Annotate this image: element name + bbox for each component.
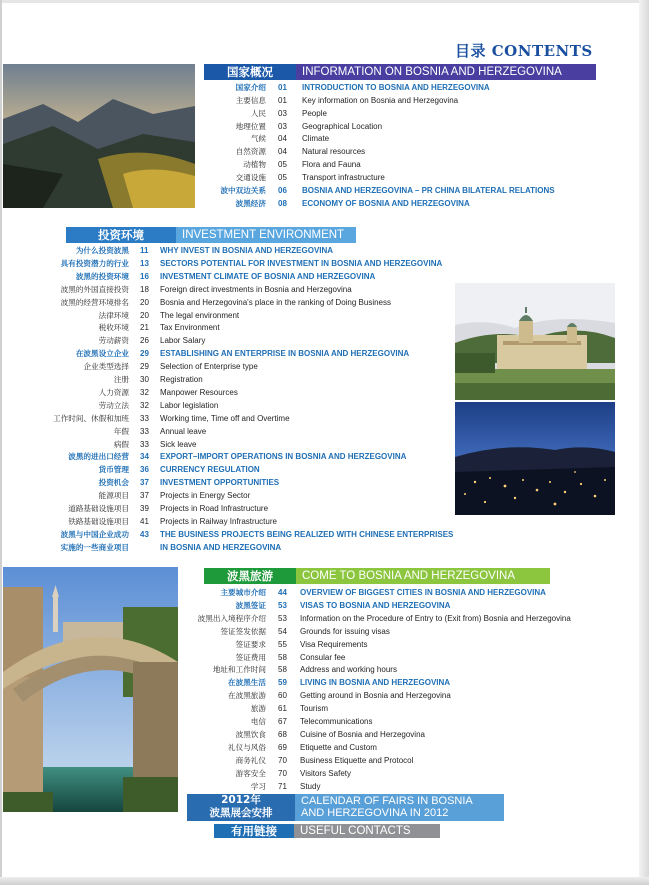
toc-row-cn: 人力资源 <box>98 387 129 397</box>
toc-row-en: Projects in Energy Sector <box>160 491 251 501</box>
calendar-cn-line2: 波黑展会安排 <box>209 807 273 819</box>
toc-row-page: 60 <box>278 691 287 701</box>
toc-row-page: 44 <box>278 588 287 597</box>
toc-row-cn: 气候 <box>250 134 266 144</box>
toc-row-cn: 波黑的外国直接投资 <box>60 284 129 294</box>
toc-row-cn: 签证要求 <box>235 639 266 649</box>
toc-row-page: 39 <box>140 504 149 513</box>
toc-row-page: 29 <box>140 362 149 372</box>
section-header-en: INFORMATION ON BOSNIA AND HERZEGOVINA <box>296 64 596 80</box>
toc-row-page: 29 <box>140 349 149 359</box>
toc-row-page: 34 <box>140 452 149 462</box>
toc-row[interactable] <box>0 399 470 412</box>
toc-row[interactable] <box>0 754 620 767</box>
toc-row-en: Labor Salary <box>160 336 206 346</box>
toc-row-cn: 劳动立法 <box>98 400 129 410</box>
toc-row[interactable] <box>0 386 470 399</box>
toc-row-page: 30 <box>140 375 149 384</box>
section-header-tourism <box>204 568 550 584</box>
toc-row-page: 53 <box>278 613 287 623</box>
toc-row-cn: 法律环境 <box>98 310 129 320</box>
toc-row-cn: 礼仪与风俗 <box>228 742 266 752</box>
toc-row-en: Selection of Enterprise type <box>160 362 258 372</box>
toc-row-en: Registration <box>160 375 203 384</box>
toc-row-page: 05 <box>278 160 287 170</box>
toc-row-page: 58 <box>278 665 287 675</box>
toc-row-cn: 在波黑生活 <box>228 678 266 688</box>
toc-row-en: Bosnia and Herzegovina's place in the ranking of Doing Business <box>160 297 391 307</box>
toc-row[interactable] <box>0 360 470 373</box>
toc-row-cn: 病假 <box>113 439 129 449</box>
toc-row-page: 70 <box>278 755 287 765</box>
toc-row-cn: 波黑饮食 <box>235 729 266 739</box>
toc-row[interactable] <box>0 489 470 502</box>
section-header-en: INVESTMENT ENVIRONMENT <box>176 227 356 243</box>
section-header-investment <box>66 227 356 243</box>
toc-row-page: 18 <box>140 284 149 294</box>
toc-row-en: Business Etiquette and Protocol <box>300 755 414 765</box>
toc-row-en: Foreign direct investments in Bosnia and Herzegovina <box>160 284 352 294</box>
toc-row-en: Flora and Fauna <box>302 160 361 170</box>
toc-row-page: 32 <box>140 387 149 397</box>
toc-row-en: Natural resources <box>302 147 366 157</box>
toc-row[interactable] <box>0 94 600 107</box>
toc-row[interactable] <box>0 257 470 270</box>
page-frame-bottom <box>0 877 649 885</box>
toc-row-page: 36 <box>140 465 149 475</box>
toc-row[interactable] <box>0 321 470 334</box>
toc-row[interactable] <box>0 450 470 463</box>
toc-row-cn: 能源项目 <box>98 491 129 501</box>
toc-row[interactable] <box>0 651 620 664</box>
toc-row-cn: 道路基础设施项目 <box>68 504 129 513</box>
page-title: 目录 CONTENTS <box>455 42 593 60</box>
toc-row[interactable] <box>0 347 470 360</box>
toc-row[interactable] <box>0 283 470 296</box>
toc-row[interactable] <box>0 334 470 347</box>
toc-row-en: IN BOSNIA AND HERZEGOVINA <box>160 542 282 552</box>
toc-row-page: 01 <box>278 83 287 92</box>
toc-row-en: Manpower Resources <box>160 387 238 397</box>
toc-row-en: Climate <box>302 134 330 144</box>
toc-row-en: Transport infrastructure <box>302 172 385 182</box>
toc-row[interactable] <box>0 171 600 184</box>
toc-row[interactable] <box>0 715 620 728</box>
toc-row[interactable] <box>0 158 600 171</box>
toc-row[interactable] <box>0 702 620 715</box>
toc-row[interactable] <box>0 638 620 651</box>
toc-row[interactable] <box>0 612 620 625</box>
toc-row[interactable] <box>0 197 600 210</box>
toc-row[interactable] <box>0 528 470 541</box>
toc-row-en: Getting around in Bosnia and Herzegovina <box>300 691 451 701</box>
toc-row[interactable] <box>0 120 600 133</box>
toc-row-cn: 旅游 <box>250 704 266 714</box>
toc-row-page: 04 <box>278 134 287 144</box>
toc-row-en: EXPORT–IMPORT OPERATIONS IN BOSNIA AND HERZEGOVINA <box>160 452 407 462</box>
toc-row-en: OVERVIEW OF BIGGEST CITIES IN BOSNIA AND HERZEGOVINA <box>300 588 546 597</box>
toc-row-cn: 投资机会 <box>98 478 129 488</box>
toc-row[interactable] <box>0 184 600 197</box>
toc-row-cn: 学习 <box>250 781 266 791</box>
toc-row[interactable] <box>0 463 470 476</box>
toc-row-cn: 游客安全 <box>235 768 266 778</box>
toc-row[interactable] <box>0 689 620 702</box>
toc-row-page: 37 <box>140 491 149 501</box>
toc-row[interactable] <box>0 599 620 612</box>
toc-row-page: 33 <box>140 426 149 436</box>
toc-row-en: THE BUSINESS PROJECTS BEING REALIZED WITH CHINESE ENTERPRISES <box>160 529 454 539</box>
toc-row-page: 67 <box>278 717 287 726</box>
toc-row-page: 03 <box>278 121 287 131</box>
toc-row-page: 32 <box>140 400 149 410</box>
toc-row-cn: 地址和工作时间 <box>212 665 266 675</box>
toc-row-page: 33 <box>140 439 149 449</box>
section-header-cn: 国家概况 <box>204 64 296 80</box>
toc-row-page: 71 <box>278 781 287 791</box>
toc-row[interactable] <box>0 515 470 528</box>
toc-row[interactable] <box>0 244 470 257</box>
toc-row-en: Annual leave <box>160 426 207 436</box>
toc-row[interactable] <box>0 425 470 438</box>
toc-row-cn: 主要信息 <box>235 95 266 105</box>
toc-row-cn: 动植物 <box>243 160 266 170</box>
toc-row[interactable] <box>0 767 620 780</box>
toc-row-page: 43 <box>140 529 149 539</box>
toc-row[interactable] <box>0 502 470 515</box>
toc-row[interactable] <box>0 741 620 754</box>
toc-row-en: Cuisine of Bosnia and Herzegovina <box>300 729 425 739</box>
toc-row-cn: 波黑的投资环境 <box>75 271 129 281</box>
toc-row-page: 59 <box>278 678 287 688</box>
toc-row-cn: 为什么投资波黑 <box>75 246 129 255</box>
toc-row[interactable] <box>0 412 470 425</box>
toc-row-en: The legal environment <box>160 310 240 320</box>
toc-row-page: 21 <box>140 323 149 333</box>
toc-row[interactable] <box>0 296 470 309</box>
toc-row-en: SECTORS POTENTIAL FOR INVESTMENT IN BOSNIA AND HERZEGOVINA <box>160 258 443 268</box>
toc-row-cn: 地理位置 <box>235 121 266 131</box>
toc-row-page: 54 <box>278 626 287 636</box>
toc-row-page: 03 <box>278 108 287 118</box>
toc-row-cn: 劳动薪资 <box>98 336 129 346</box>
toc-row-cn: 在波黑设立企业 <box>75 349 129 359</box>
toc-row-page: 68 <box>278 729 287 739</box>
section-header-cn: 投资环境 <box>66 227 176 243</box>
toc-row-cn: 波黑签证 <box>235 600 266 610</box>
useful-contacts-cn: 有用链接 <box>214 824 294 838</box>
toc-row-cn: 商务礼仪 <box>235 755 266 765</box>
toc-row-en: Study <box>300 781 321 791</box>
toc-row[interactable] <box>0 107 600 120</box>
night-city-photo <box>455 402 615 515</box>
toc-row-page: 33 <box>140 413 149 423</box>
toc-row-en: Address and working hours <box>300 665 397 675</box>
section-header-country <box>204 64 596 80</box>
toc-row[interactable] <box>0 438 470 451</box>
toc-row-cn: 波黑出入境程序介绍 <box>197 613 266 623</box>
toc-row[interactable] <box>0 625 620 638</box>
toc-row-cn: 波黑的进出口经营 <box>68 452 129 462</box>
toc-row-en: Labor legislation <box>160 400 219 410</box>
toc-row-page: 11 <box>140 246 149 255</box>
toc-row-cn: 企业类型选择 <box>83 362 129 372</box>
toc-row[interactable] <box>0 81 600 94</box>
toc-row-cn: 波黑与中国企业成功 <box>60 529 129 539</box>
toc-row-cn: 在波黑旅游 <box>228 691 266 701</box>
toc-row-cn: 主要城市介绍 <box>220 588 266 597</box>
toc-row-page: 13 <box>140 258 149 268</box>
toc-row-en: Etiquette and Custom <box>300 742 377 752</box>
calendar-cn-line1: 2012年 <box>221 794 261 806</box>
toc-row-page: 58 <box>278 652 287 662</box>
toc-row-en: Projects in Railway Infrastructure <box>160 516 277 526</box>
toc-row-en: ESTABLISHING AN ENTERPRISE IN BOSNIA AND HERZEGOVINA <box>160 349 410 359</box>
toc-row[interactable] <box>0 780 620 793</box>
toc-row-page: 20 <box>140 310 149 320</box>
toc-row-page: 04 <box>278 147 287 157</box>
toc-row[interactable] <box>0 663 620 676</box>
toc-row-cn: 人民 <box>250 108 266 118</box>
toc-row-en: Geographical Location <box>302 121 383 131</box>
toc-row-en: Key information on Bosnia and Herzegovina <box>302 95 459 105</box>
toc-row-en: LIVING IN BOSNIA AND HERZEGOVINA <box>300 678 451 688</box>
toc-row-en: ECONOMY OF BOSNIA AND HERZEGOVINA <box>302 198 470 208</box>
sarajevo-building-photo <box>455 283 615 400</box>
toc-row-page: 08 <box>278 198 287 208</box>
toc-row-page: 61 <box>278 704 287 714</box>
toc-row-cn: 税收环境 <box>98 323 129 333</box>
page-frame-right <box>639 0 649 885</box>
toc-row-cn: 工作时间、休假和加班 <box>53 413 129 423</box>
toc-row-cn: 具有投资潜力的行业 <box>60 258 129 268</box>
toc-row-en: Visa Requirements <box>300 639 368 649</box>
toc-row-cn: 货币管理 <box>98 465 129 475</box>
section-header-en: COME TO BOSNIA AND HERZEGOVINA <box>296 568 550 584</box>
toc-row-en: Projects in Road Infrastructure <box>160 504 269 513</box>
toc-row-page: 37 <box>140 478 149 488</box>
toc-row-cn: 交通设施 <box>235 172 266 182</box>
toc-row[interactable] <box>0 476 470 489</box>
toc-row[interactable] <box>0 676 620 689</box>
toc-row-cn: 注册 <box>113 375 129 384</box>
calendar-en <box>295 794 504 821</box>
toc-row-en: INVESTMENT OPPORTUNITIES <box>160 478 280 488</box>
calendar-cn <box>187 794 295 821</box>
section-header-cn: 波黑旅游 <box>204 568 296 584</box>
toc-row-page: 16 <box>140 271 149 281</box>
toc-row-en: Grounds for issuing visas <box>300 626 390 636</box>
toc-row-page: 06 <box>278 185 287 195</box>
toc-row-en: Consular fee <box>300 652 346 662</box>
toc-row-cn: 铁路基础设施项目 <box>68 516 129 526</box>
toc-row-cn: 波中双边关系 <box>220 185 266 195</box>
toc-row-page: 26 <box>140 336 149 346</box>
toc-row-en: BOSNIA AND HERZEGOVINA – PR CHINA BILATERAL RELATIONS <box>302 185 555 195</box>
toc-row[interactable] <box>0 270 470 283</box>
useful-contacts-header <box>214 824 440 838</box>
toc-row-en: Information on the Procedure of Entry to (Exit from) Bosnia and Herzegovina <box>300 613 571 623</box>
toc-row-cn: 签证签发依据 <box>220 626 266 636</box>
toc-row-en: VISAS TO BOSNIA AND HERZEGOVINA <box>300 600 451 610</box>
toc-row-page: 01 <box>278 95 287 105</box>
page-frame-top <box>0 0 649 3</box>
toc-row-page: 55 <box>278 639 287 649</box>
toc-row-en: Sick leave <box>160 439 197 449</box>
calendar-en-line2: AND HERZEGOVINA IN 2012 <box>301 807 449 819</box>
toc-row-en: People <box>302 108 327 118</box>
toc-row-cn: 签证费用 <box>235 652 266 662</box>
toc-row-en: INTRODUCTION TO BOSNIA AND HERZEGOVINA <box>302 83 490 92</box>
toc-row-page: 70 <box>278 768 287 778</box>
toc-row[interactable] <box>0 309 470 322</box>
toc-row-page: 20 <box>140 297 149 307</box>
toc-row-en: Working time, Time off and Overtime <box>160 413 290 423</box>
toc-row-en: Tourism <box>300 704 329 714</box>
toc-row-en: WHY INVEST IN BOSNIA AND HERZEGOVINA <box>160 246 334 255</box>
toc-row-page: 53 <box>278 600 287 610</box>
toc-row-en: INVESTMENT CLIMATE OF BOSNIA AND HERZEGOVINA <box>160 271 376 281</box>
toc-row-cn: 国家介绍 <box>235 83 266 92</box>
toc-row[interactable] <box>0 728 620 741</box>
toc-row-en: Telecommunications <box>300 717 373 726</box>
toc-row-page: 69 <box>278 742 287 752</box>
toc-row-cn: 波黑经济 <box>235 198 266 208</box>
toc-row-cn: 年假 <box>113 426 129 436</box>
toc-row-cn: 实施的一些商业项目 <box>60 542 129 552</box>
toc-row-page: 41 <box>140 516 149 526</box>
toc-row[interactable] <box>0 373 470 386</box>
toc-row-en: Tax Environment <box>160 323 220 333</box>
toc-row[interactable] <box>0 586 620 599</box>
toc-row[interactable] <box>0 541 470 554</box>
toc-row[interactable] <box>0 145 600 158</box>
toc-row-en: CURRENCY REGULATION <box>160 465 260 475</box>
toc-row-en: Visitors Safety <box>300 768 351 778</box>
toc-row[interactable] <box>0 132 600 145</box>
toc-row-cn: 电信 <box>250 717 266 726</box>
toc-row-cn: 自然资源 <box>235 147 266 157</box>
calendar-en-line1: CALENDAR OF FAIRS IN BOSNIA <box>301 795 473 807</box>
useful-contacts-en: USEFUL CONTACTS <box>294 824 440 838</box>
toc-row-cn: 波黑的经营环境排名 <box>60 297 129 307</box>
toc-row-page: 05 <box>278 172 287 182</box>
